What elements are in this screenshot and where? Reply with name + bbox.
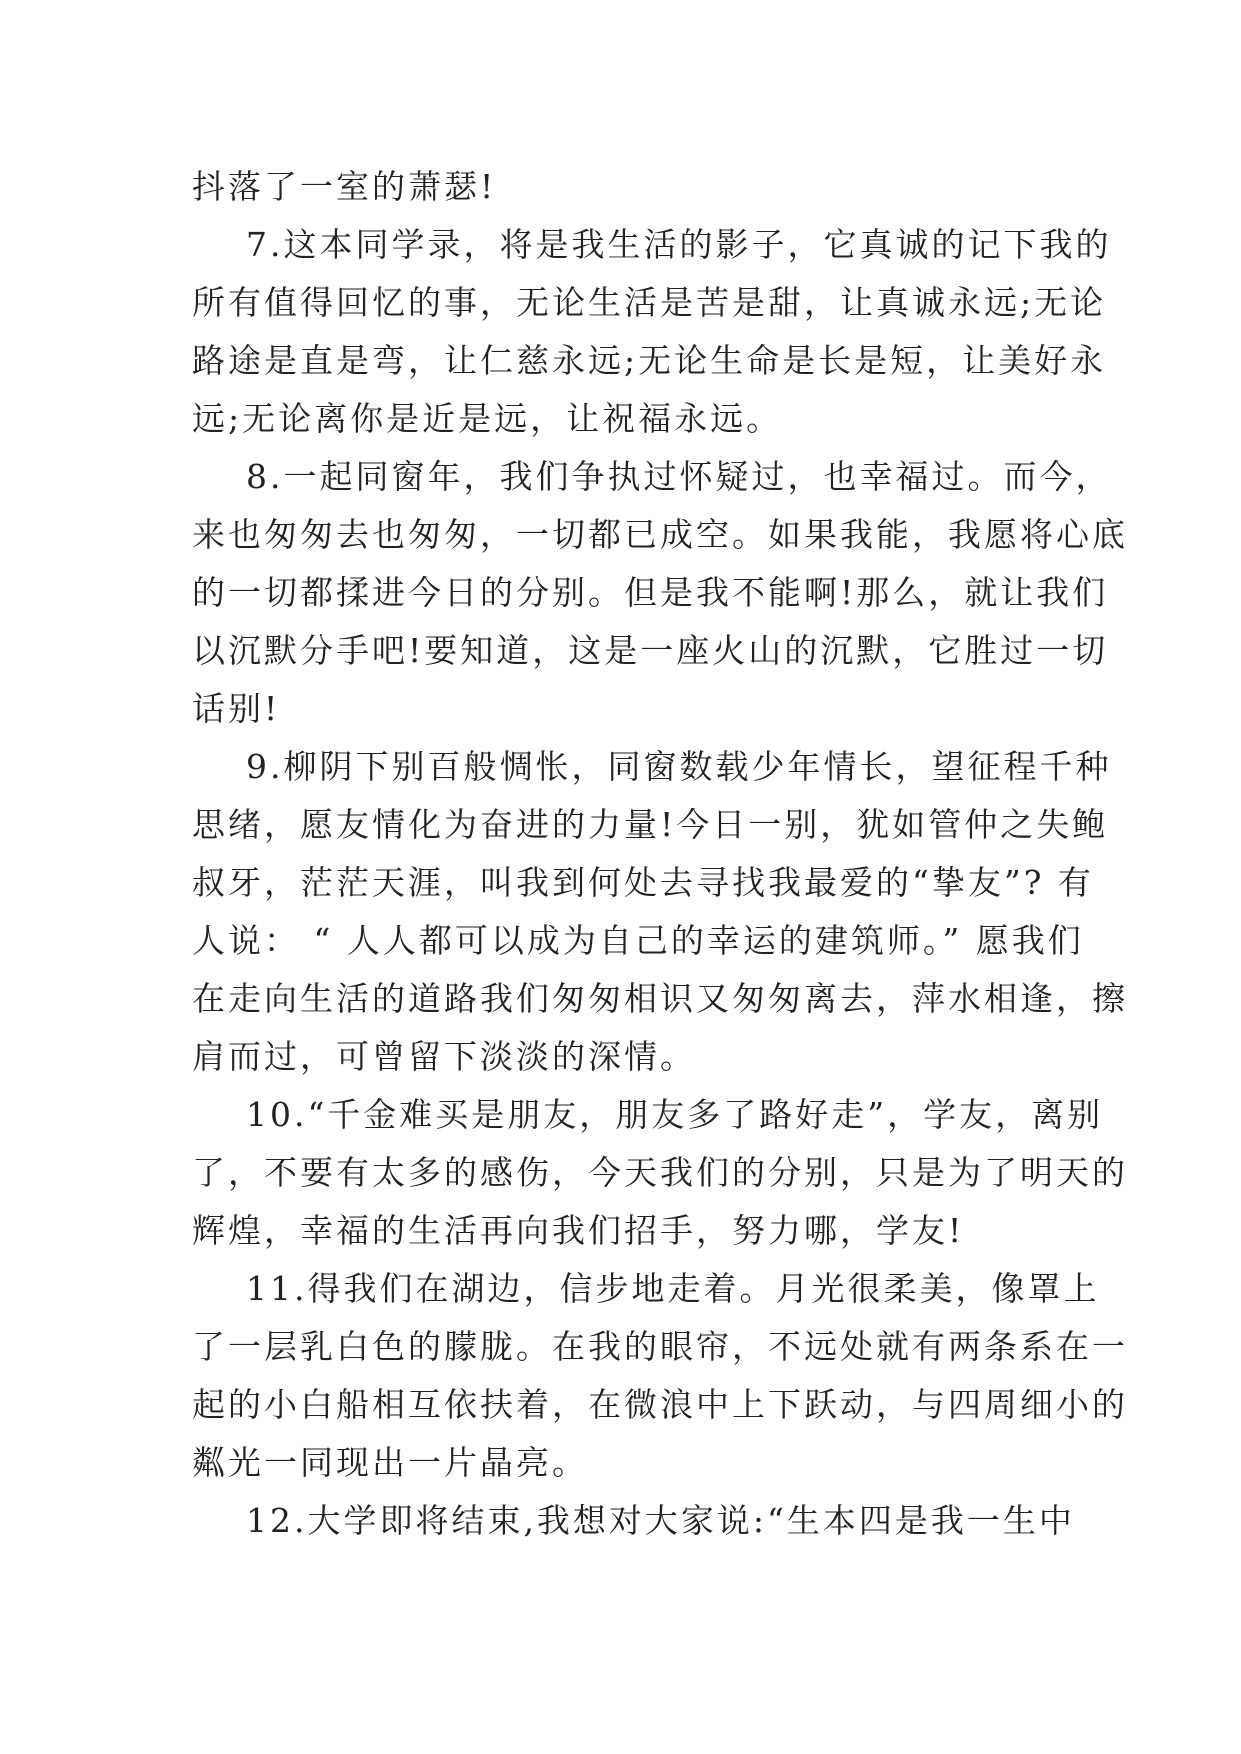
text-line: 肩而过，可曾留下淡淡的深情。	[192, 1037, 696, 1076]
text-line: 以沉默分手吧!要知道，这是一座火山的沉默，它胜过一切	[192, 631, 1109, 670]
text-line: 所有值得回忆的事，无论生活是苦是甜，让真诚永远;无论	[192, 283, 1107, 322]
text-line: 辉煌，幸福的生活再向我们招手，努力哪，学友!	[192, 1211, 965, 1250]
text-line: 11.得我们在湖边，信步地走着。月光很柔美，像罩上	[192, 1269, 1100, 1308]
text-line: 10.“千金难买是朋友，朋友多了路好走”，学友，离别	[192, 1095, 1104, 1134]
text-line: 在走向生活的道路我们匆匆相识又匆匆离去，萍水相逢，擦	[192, 979, 1128, 1018]
text-line: 话别!	[192, 689, 281, 728]
text-line: 12.大学即将结束,我想对大家说:“生本四是我一生中	[192, 1501, 1075, 1540]
text-line: 了，不要有太多的感伤，今天我们的分别，只是为了明天的	[192, 1153, 1128, 1192]
text-line: 8.一起同窗年，我们争执过怀疑过，也幸福过。而今，	[192, 457, 1112, 496]
text-line: 远;无论离你是近是远，让祝福永远。	[192, 399, 783, 438]
text-line: 叔牙，茫茫天涯，叫我到何处去寻找我最爱的“挚友”? 有	[192, 863, 1094, 902]
text-line: 路途是直是弯，让仁慈永远;无论生命是长是短，让美好永	[192, 341, 1107, 380]
text-line: 7.这本同学录，将是我生活的影子，它真诚的记下我的	[192, 225, 1112, 264]
text-line: 粼光一同现出一片晶亮。	[192, 1443, 588, 1482]
text-line: 思绪，愿友情化为奋进的力量!今日一别，犹如管仲之失鲍	[192, 805, 1109, 844]
text-line: 起的小白船相互依扶着，在微浪中上下跃动，与四周细小的	[192, 1385, 1128, 1424]
text-line: 人说： “ 人人都可以成为自己的幸运的建筑师。” 愿我们	[192, 921, 1084, 960]
text-line: 9.柳阴下别百般惆怅，同窗数载少年情长，望征程千种	[192, 747, 1112, 786]
text-line: 来也匆匆去也匆匆，一切都已成空。如果我能，我愿将心底	[192, 515, 1128, 554]
text-line: 的一切都揉进今日的分别。但是我不能啊!那么，就让我们	[192, 573, 1109, 612]
body-text	[192, 158, 1128, 1550]
text-line: 了一层乳白色的朦胧。在我的眼帘，不远处就有两条系在一	[192, 1327, 1128, 1366]
text-line: 抖落了一室的萧瑟!	[192, 167, 497, 206]
